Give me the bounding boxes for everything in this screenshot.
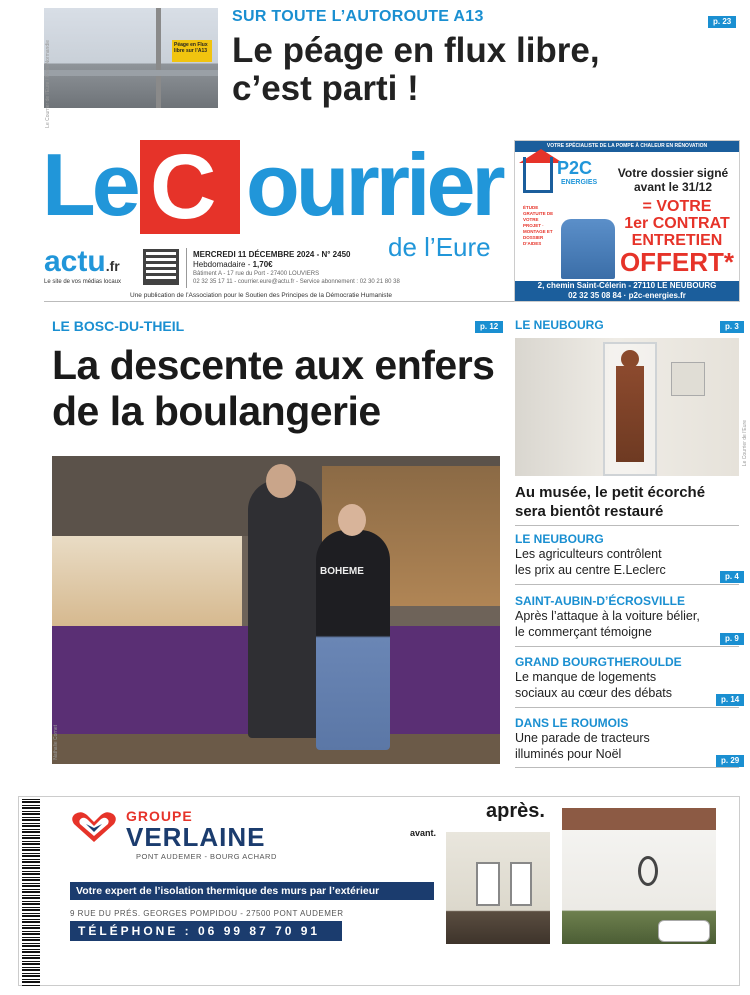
separator xyxy=(515,525,739,526)
verlaine-slogan: Votre expert de l’isolation thermique des murs par l’extérieur xyxy=(70,882,434,900)
separator xyxy=(515,584,739,585)
barcode xyxy=(22,798,40,986)
bakery-photo[interactable] xyxy=(52,456,500,764)
main-headline[interactable]: La descente aux enfers de la boulangerie xyxy=(52,342,495,434)
logo-le: Le xyxy=(42,135,137,234)
main-kicker[interactable]: LE BOSC-DU-THEIL xyxy=(52,318,185,334)
after-photo xyxy=(562,808,716,944)
brief-item[interactable]: DANS LE ROUMOIS Une parade de tracteurs illuminés pour Noël xyxy=(515,716,650,761)
logo-c: C xyxy=(150,136,217,238)
technician-illustration xyxy=(561,219,615,279)
after-label: après. xyxy=(486,800,545,822)
teaser-photo xyxy=(44,8,218,108)
side-kicker[interactable]: LE NEUBOURG xyxy=(515,318,604,332)
contact-line: 02 32 35 17 11 - courrier.eure@actu.fr - Service abonnement : 02 30 21 80 38 xyxy=(193,279,400,285)
side-headline[interactable]: Au musée, le petit écorché sera bientôt restauré xyxy=(515,484,706,520)
logo-de-l-eure: de l’Eure xyxy=(388,232,491,262)
brief-page-tag[interactable]: p. 4 xyxy=(720,571,744,583)
verlaine-name: VERLAINE xyxy=(126,822,266,852)
publisher-line: Une publication de l’Association pour le Soutien des Principes de la Démocratie Humaniste xyxy=(130,292,392,299)
logo-ourrier: ourrier xyxy=(246,135,502,234)
teaser-credit: Le Courrier de l’Eure / Paris-Normandie xyxy=(45,40,51,128)
museum-photo[interactable] xyxy=(515,338,739,476)
side-photo-credit: Le Courrier de l’Eure xyxy=(742,420,748,467)
ad-side-note: ÉTUDE GRATUITE DE VOTRE PROJET · MONTAGE ET DOSSIER D’AIDES xyxy=(523,205,554,246)
ad-offer: = VOTRE 1er CONTRAT ENTRETIEN OFFERT* xyxy=(619,198,735,277)
brief-page-tag[interactable]: p. 14 xyxy=(716,694,744,706)
brief-item[interactable]: GRAND BOURGTHEROULDE Le manque de logements sociaux au cœur des débats xyxy=(515,655,682,700)
actu-tagline: Le site de vos médias locaux xyxy=(44,279,122,285)
p2c-brand-sub: ENERGIES xyxy=(561,179,598,186)
verlaine-location: PONT AUDEMER - BOURG ACHARD xyxy=(136,852,277,861)
brief-page-tag[interactable]: p. 9 xyxy=(720,633,744,645)
separator xyxy=(515,707,739,708)
before-label: avant. xyxy=(410,828,437,838)
price-line: Hebdomadaire - 1,70€ xyxy=(193,260,273,269)
verlaine-groupe: GROUPE xyxy=(126,808,193,824)
shirt-text: BOHEME xyxy=(320,566,364,577)
teaser-kicker[interactable]: SUR TOUTE L’AUTOROUTE A13 xyxy=(232,8,484,25)
brief-page-tag[interactable]: p. 29 xyxy=(716,755,744,767)
house-icon xyxy=(523,157,553,193)
separator xyxy=(515,767,739,768)
verlaine-heart-icon xyxy=(70,810,118,844)
brief-item[interactable]: SAINT-AUBIN-D’ÉCROSVILLE Après l’attaque à la voiture bélier, le commerçant témoigne xyxy=(515,594,700,639)
qr-code-icon[interactable] xyxy=(143,249,179,285)
actu-logo[interactable]: actu.fr xyxy=(44,245,120,278)
before-photo xyxy=(446,832,550,944)
teaser-page-tag[interactable]: p. 23 xyxy=(708,16,736,28)
ad-headline: Votre dossier signé avant le 31/12 xyxy=(617,166,729,194)
address-line: Bâtiment A - 17 rue du Port - 27400 LOUVIERS xyxy=(193,271,320,277)
ad-banner-text: VOTRE SPÉCIALISTE DE LA POMPE À CHALEUR EN RÉNOVATION xyxy=(515,141,739,152)
separator xyxy=(515,646,739,647)
p2c-brand: P2C xyxy=(557,158,593,178)
toll-sign: Péage en Flux libre sur l’A13 xyxy=(172,40,212,62)
brief-item[interactable]: LE NEUBOURG Les agriculteurs contrôlent les prix au centre E.Leclerc xyxy=(515,532,666,577)
main-photo-credit: Nathalie Cornet xyxy=(53,725,59,760)
ad-contact-bar: 2, chemin Saint-Célerin - 27110 LE NEUBOURG 02 32 35 08 84 · p2c-energies.fr xyxy=(515,281,739,301)
main-page-tag[interactable]: p. 12 xyxy=(475,321,503,333)
teaser-title[interactable]: Le péage en flux libre, c’est parti ! xyxy=(232,31,600,108)
issue-date: MERCREDI 11 DÉCEMBRE 2024 - N° 2450 xyxy=(193,250,351,259)
verlaine-address: 9 RUE DU PRÉS. GEORGES POMPIDOU - 27500 PONT AUDEMER xyxy=(70,909,344,918)
verlaine-phone[interactable]: TÉLÉPHONE : 06 99 87 70 91 xyxy=(70,921,342,941)
side-page-tag[interactable]: p. 3 xyxy=(720,321,744,333)
masthead-divider xyxy=(186,248,187,288)
p2c-ad[interactable] xyxy=(514,140,740,302)
